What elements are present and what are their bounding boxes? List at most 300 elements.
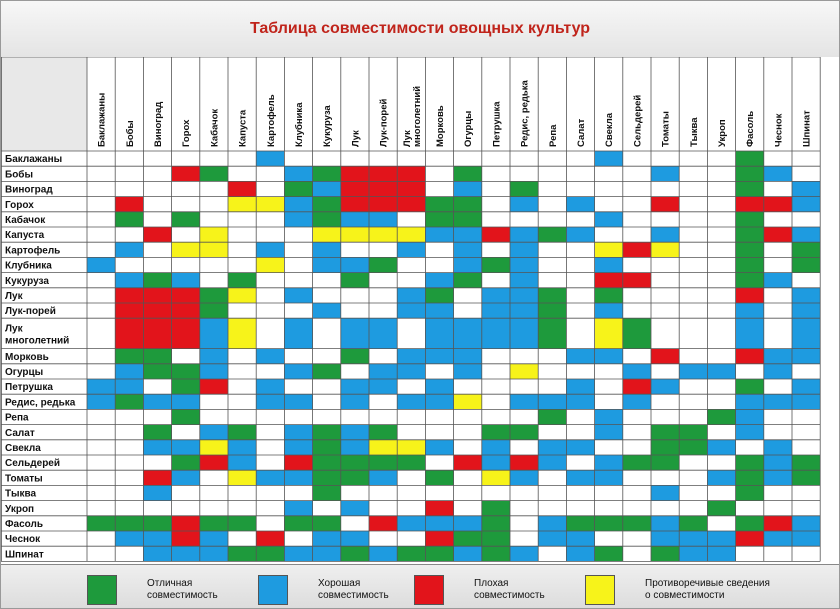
cell-r23-c16 — [538, 516, 566, 531]
cell-r11-c25 — [792, 318, 820, 348]
cell-r5-c24 — [764, 227, 792, 242]
cell-r8-c18 — [595, 273, 623, 288]
cell-r1-c4 — [200, 166, 228, 181]
cell-r9-c3 — [172, 288, 200, 303]
cell-r25-c20 — [651, 546, 679, 561]
cell-r7-c18 — [595, 257, 623, 272]
cell-r2-c13 — [454, 181, 482, 196]
cell-r18-c2 — [143, 440, 171, 455]
legend-label-excellent: Отличная совместимость — [147, 578, 218, 601]
row-label: Огурцы — [5, 367, 44, 378]
cell-r2-c8 — [313, 181, 341, 196]
cell-r19-c15 — [510, 455, 538, 470]
cell-r1-c23 — [736, 166, 764, 181]
cell-r12-c9 — [341, 349, 369, 364]
cell-r22-c22 — [707, 501, 735, 516]
cell-r25-c7 — [284, 546, 312, 561]
cell-r20-c9 — [341, 470, 369, 485]
cell-r21-c2 — [143, 485, 171, 500]
cell-r24-c1 — [115, 531, 143, 546]
legend-label-bad: Плохая совместимость — [474, 578, 545, 601]
cell-r20-c17 — [566, 470, 594, 485]
cell-r21-c8 — [313, 485, 341, 500]
cell-r13-c7 — [284, 364, 312, 379]
cell-r8-c23 — [736, 273, 764, 288]
cell-r15-c1 — [115, 394, 143, 409]
cell-r15-c7 — [284, 394, 312, 409]
cell-r2-c9 — [341, 181, 369, 196]
cell-r4-c10 — [369, 212, 397, 227]
row-label: Шпинат — [5, 549, 44, 561]
row-label: Тыква — [5, 488, 37, 500]
cell-r14-c0 — [87, 379, 115, 394]
cell-r11-c15 — [510, 318, 538, 348]
cell-r18-c21 — [679, 440, 707, 455]
column-label: Чеснок — [773, 113, 785, 147]
title-bar — [1, 1, 839, 58]
cell-r23-c4 — [200, 516, 228, 531]
cell-r5-c25 — [792, 227, 820, 242]
cell-r10-c23 — [736, 303, 764, 318]
cell-r8-c12 — [425, 273, 453, 288]
cell-r20-c2 — [143, 470, 171, 485]
row-label: Свекла — [5, 443, 41, 454]
cell-r15-c25 — [792, 394, 820, 409]
cell-r8-c5 — [228, 273, 256, 288]
cell-r20-c8 — [313, 470, 341, 485]
row-label: Бобы — [5, 169, 34, 181]
column-label: Сельдерей — [632, 94, 644, 147]
cell-r20-c24 — [764, 470, 792, 485]
cell-r23-c12 — [425, 516, 453, 531]
cell-r16-c3 — [172, 409, 200, 424]
cell-r11-c18 — [595, 318, 623, 348]
legend-label-good: Хорошая совместимость — [318, 578, 389, 601]
cell-r6-c6 — [256, 242, 284, 257]
cell-r3-c9 — [341, 197, 369, 212]
cell-r15-c6 — [256, 394, 284, 409]
compatibility-matrix — [1, 57, 839, 564]
row-label: Кукуруза — [5, 275, 49, 287]
row-label: Лук многолетний — [5, 323, 70, 347]
cell-r12-c4 — [200, 349, 228, 364]
cell-r14-c19 — [623, 379, 651, 394]
column-label: Лук-порей — [378, 98, 390, 147]
cell-r4-c18 — [595, 212, 623, 227]
cell-r8-c2 — [143, 273, 171, 288]
cell-r13-c3 — [172, 364, 200, 379]
cell-r9-c16 — [538, 288, 566, 303]
cell-r4-c9 — [341, 212, 369, 227]
cell-r9-c11 — [397, 288, 425, 303]
cell-r23-c20 — [651, 516, 679, 531]
cell-r15-c11 — [397, 394, 425, 409]
legend-swatch-red — [414, 575, 444, 605]
row-label: Лук — [5, 291, 23, 302]
legend — [1, 564, 839, 609]
cell-r12-c25 — [792, 349, 820, 364]
cell-r24-c4 — [200, 531, 228, 546]
cell-r17-c23 — [736, 425, 764, 440]
cell-r8-c24 — [764, 273, 792, 288]
cell-r3-c17 — [566, 197, 594, 212]
cell-r16-c23 — [736, 409, 764, 424]
column-label: Репа — [547, 124, 559, 147]
cell-r15-c19 — [623, 394, 651, 409]
cell-r11-c14 — [482, 318, 510, 348]
cell-r18-c24 — [764, 440, 792, 455]
cell-r1-c20 — [651, 166, 679, 181]
cell-r5-c12 — [425, 227, 453, 242]
row-label: Горох — [5, 199, 34, 211]
cell-r17-c20 — [651, 425, 679, 440]
cell-r6-c3 — [172, 242, 200, 257]
cell-r10-c18 — [595, 303, 623, 318]
cell-r3-c5 — [228, 197, 256, 212]
cell-r3-c10 — [369, 197, 397, 212]
cell-r14-c3 — [172, 379, 200, 394]
cell-r23-c21 — [679, 516, 707, 531]
cell-r12-c1 — [115, 349, 143, 364]
cell-r3-c13 — [454, 197, 482, 212]
cell-r1-c8 — [313, 166, 341, 181]
column-label: Морковь — [435, 105, 446, 147]
cell-r24-c20 — [651, 531, 679, 546]
cell-r6-c23 — [736, 242, 764, 257]
cell-r1-c10 — [369, 166, 397, 181]
cell-r5-c2 — [143, 227, 171, 242]
cell-r5-c15 — [510, 227, 538, 242]
cell-r7-c23 — [736, 257, 764, 272]
cell-r19-c14 — [482, 455, 510, 470]
cell-r1-c9 — [341, 166, 369, 181]
cell-r1-c7 — [284, 166, 312, 181]
cell-r24-c24 — [764, 531, 792, 546]
cell-r15-c24 — [764, 394, 792, 409]
cell-r23-c10 — [369, 516, 397, 531]
cell-r6-c11 — [397, 242, 425, 257]
cell-r25-c9 — [341, 546, 369, 561]
cell-r20-c15 — [510, 470, 538, 485]
cell-r15-c9 — [341, 394, 369, 409]
cell-r4-c23 — [736, 212, 764, 227]
cell-r3-c7 — [284, 197, 312, 212]
cell-r5-c17 — [566, 227, 594, 242]
cell-r10-c16 — [538, 303, 566, 318]
cell-r6-c20 — [651, 242, 679, 257]
cell-r20-c7 — [284, 470, 312, 485]
cell-r19-c7 — [284, 455, 312, 470]
cell-r10-c12 — [425, 303, 453, 318]
cell-r20-c25 — [792, 470, 820, 485]
cell-r24-c22 — [707, 531, 735, 546]
cell-r13-c13 — [454, 364, 482, 379]
cell-r13-c2 — [143, 364, 171, 379]
cell-r22-c14 — [482, 501, 510, 516]
cell-r11-c12 — [425, 318, 453, 348]
cell-r5-c9 — [341, 227, 369, 242]
cell-r5-c14 — [482, 227, 510, 242]
cell-r2-c7 — [284, 181, 312, 196]
cell-r23-c3 — [172, 516, 200, 531]
cell-r3-c24 — [764, 197, 792, 212]
cell-r9-c15 — [510, 288, 538, 303]
row-label: Салат — [5, 427, 35, 439]
cell-r16-c18 — [595, 409, 623, 424]
cell-r2-c11 — [397, 181, 425, 196]
column-label: Салат — [576, 118, 587, 147]
cell-r15-c23 — [736, 394, 764, 409]
cell-r19-c25 — [792, 455, 820, 470]
cell-r9-c7 — [284, 288, 312, 303]
row-label: Картофель — [5, 245, 61, 257]
cell-r18-c9 — [341, 440, 369, 455]
cell-r2-c15 — [510, 181, 538, 196]
cell-r24-c9 — [341, 531, 369, 546]
cell-r3-c8 — [313, 197, 341, 212]
cell-r18-c11 — [397, 440, 425, 455]
cell-r24-c8 — [313, 531, 341, 546]
legend-swatch-green — [87, 575, 117, 605]
cell-r10-c1 — [115, 303, 143, 318]
cell-r4-c1 — [115, 212, 143, 227]
cell-r25-c8 — [313, 546, 341, 561]
cell-r5-c16 — [538, 227, 566, 242]
cell-r14-c12 — [425, 379, 453, 394]
row-label: Чеснок — [5, 534, 41, 546]
column-label: Томаты — [660, 111, 672, 147]
cell-r19-c13 — [454, 455, 482, 470]
cell-r24-c13 — [454, 531, 482, 546]
column-label: Бобы — [124, 120, 136, 147]
cell-r23-c1 — [115, 516, 143, 531]
cell-r18-c14 — [482, 440, 510, 455]
cell-r10-c2 — [143, 303, 171, 318]
cell-r23-c7 — [284, 516, 312, 531]
cell-r12-c20 — [651, 349, 679, 364]
cell-r23-c18 — [595, 516, 623, 531]
cell-r8-c15 — [510, 273, 538, 288]
cell-r18-c7 — [284, 440, 312, 455]
cell-r15-c13 — [454, 394, 482, 409]
cell-r6-c4 — [200, 242, 228, 257]
cell-r19-c18 — [595, 455, 623, 470]
cell-r24-c2 — [143, 531, 171, 546]
cell-r20-c22 — [707, 470, 735, 485]
cell-r12-c17 — [566, 349, 594, 364]
cell-r18-c5 — [228, 440, 256, 455]
cell-r4-c3 — [172, 212, 200, 227]
cell-r25-c17 — [566, 546, 594, 561]
cell-r15-c0 — [87, 394, 115, 409]
cell-r15-c12 — [425, 394, 453, 409]
cell-r13-c24 — [764, 364, 792, 379]
cell-r17-c7 — [284, 425, 312, 440]
cell-r20-c23 — [736, 470, 764, 485]
cell-r24-c16 — [538, 531, 566, 546]
cell-r18-c10 — [369, 440, 397, 455]
cell-r13-c22 — [707, 364, 735, 379]
column-label: Шпинат — [801, 110, 813, 147]
cell-r11-c10 — [369, 318, 397, 348]
cell-r5-c13 — [454, 227, 482, 242]
cell-r19-c9 — [341, 455, 369, 470]
row-label: Кабачок — [5, 215, 46, 226]
column-label: Лукмноголетний — [401, 85, 423, 147]
cell-r13-c19 — [623, 364, 651, 379]
cell-r7-c9 — [341, 257, 369, 272]
row-label: Капуста — [5, 230, 45, 242]
cell-r8-c1 — [115, 273, 143, 288]
cell-r6-c19 — [623, 242, 651, 257]
cell-r11-c1 — [115, 318, 143, 348]
cell-r0-c18 — [595, 151, 623, 166]
cell-r18-c22 — [707, 440, 735, 455]
cell-r18-c17 — [566, 440, 594, 455]
cell-r11-c19 — [623, 318, 651, 348]
cell-r23-c17 — [566, 516, 594, 531]
cell-r25-c2 — [143, 546, 171, 561]
column-label: Виноград — [153, 101, 164, 147]
row-label: Баклажаны — [5, 154, 63, 166]
cell-r25-c11 — [397, 546, 425, 561]
cell-r24-c14 — [482, 531, 510, 546]
cell-r23-c2 — [143, 516, 171, 531]
cell-r25-c15 — [510, 546, 538, 561]
cell-r10-c15 — [510, 303, 538, 318]
cell-r4-c8 — [313, 212, 341, 227]
cell-r19-c8 — [313, 455, 341, 470]
cell-r24-c3 — [172, 531, 200, 546]
cell-r12-c24 — [764, 349, 792, 364]
cell-r7-c10 — [369, 257, 397, 272]
cell-r18-c20 — [651, 440, 679, 455]
cell-r0-c6 — [256, 151, 284, 166]
row-label: Фасоль — [5, 519, 44, 530]
cell-r12-c13 — [454, 349, 482, 364]
cell-r15-c15 — [510, 394, 538, 409]
column-label: Фасоль — [745, 110, 757, 147]
row-label: Виноград — [5, 184, 53, 196]
cell-r12-c18 — [595, 349, 623, 364]
cell-r19-c10 — [369, 455, 397, 470]
cell-r9-c12 — [425, 288, 453, 303]
column-label: Лук — [350, 130, 362, 147]
cell-r18-c16 — [538, 440, 566, 455]
cell-r14-c25 — [792, 379, 820, 394]
cell-r17-c18 — [595, 425, 623, 440]
row-label: Сельдерей — [5, 458, 61, 470]
cell-r19-c24 — [764, 455, 792, 470]
cell-r20-c3 — [172, 470, 200, 485]
cell-r16-c16 — [538, 409, 566, 424]
row-label: Репа — [5, 412, 29, 424]
cell-r15-c2 — [143, 394, 171, 409]
cell-r9-c23 — [736, 288, 764, 303]
cell-r24-c6 — [256, 531, 284, 546]
row-label: Редис, редька — [5, 397, 76, 409]
cell-r5-c8 — [313, 227, 341, 242]
cell-r23-c14 — [482, 516, 510, 531]
cell-r23-c0 — [87, 516, 115, 531]
cell-r16-c22 — [707, 409, 735, 424]
cell-r4-c12 — [425, 212, 453, 227]
cell-r21-c20 — [651, 485, 679, 500]
cell-r15-c16 — [538, 394, 566, 409]
cell-r22-c9 — [341, 501, 369, 516]
cell-r7-c8 — [313, 257, 341, 272]
cell-r14-c6 — [256, 379, 284, 394]
legend-label-contradictory: Противоречивые сведения о совместимости — [645, 578, 770, 601]
cell-r19-c20 — [651, 455, 679, 470]
cell-r18-c3 — [172, 440, 200, 455]
cell-r8-c9 — [341, 273, 369, 288]
cell-r1-c24 — [764, 166, 792, 181]
cell-r4-c13 — [454, 212, 482, 227]
cell-r8-c13 — [454, 273, 482, 288]
cell-r13-c10 — [369, 364, 397, 379]
cell-r7-c13 — [454, 257, 482, 272]
cell-r17-c4 — [200, 425, 228, 440]
cell-r13-c15 — [510, 364, 538, 379]
cell-r25-c5 — [228, 546, 256, 561]
cell-r14-c9 — [341, 379, 369, 394]
cell-r8-c19 — [623, 273, 651, 288]
cell-r23-c5 — [228, 516, 256, 531]
cell-r10-c3 — [172, 303, 200, 318]
cell-r1-c3 — [172, 166, 200, 181]
cell-r25-c21 — [679, 546, 707, 561]
cell-r20-c6 — [256, 470, 284, 485]
cell-r19-c16 — [538, 455, 566, 470]
cell-r25-c14 — [482, 546, 510, 561]
cell-r23-c25 — [792, 516, 820, 531]
cell-r19-c19 — [623, 455, 651, 470]
cell-r9-c14 — [482, 288, 510, 303]
cell-r6-c13 — [454, 242, 482, 257]
cell-r6-c8 — [313, 242, 341, 257]
cell-r17-c2 — [143, 425, 171, 440]
cell-r19-c3 — [172, 455, 200, 470]
cell-r5-c10 — [369, 227, 397, 242]
cell-r11-c13 — [454, 318, 482, 348]
cell-r18-c12 — [425, 440, 453, 455]
cell-r12-c2 — [143, 349, 171, 364]
cell-r2-c5 — [228, 181, 256, 196]
cell-r18-c8 — [313, 440, 341, 455]
cell-r4-c7 — [284, 212, 312, 227]
cell-r25-c22 — [707, 546, 735, 561]
cell-r0-c23 — [736, 151, 764, 166]
cell-r25-c18 — [595, 546, 623, 561]
cell-r17-c15 — [510, 425, 538, 440]
column-label: Кабачок — [209, 108, 221, 147]
cell-r6-c1 — [115, 242, 143, 257]
chart-title: Таблица совместимости овощных культур — [249, 20, 591, 37]
column-label: Петрушка — [491, 101, 503, 147]
cell-r12-c23 — [736, 349, 764, 364]
cell-r24-c17 — [566, 531, 594, 546]
cell-r8-c3 — [172, 273, 200, 288]
cell-r14-c17 — [566, 379, 594, 394]
cell-r3-c20 — [651, 197, 679, 212]
cell-r3-c23 — [736, 197, 764, 212]
cell-r25-c10 — [369, 546, 397, 561]
cell-r23-c11 — [397, 516, 425, 531]
cell-r11-c23 — [736, 318, 764, 348]
row-label: Томаты — [5, 473, 43, 485]
cell-r23-c13 — [454, 516, 482, 531]
